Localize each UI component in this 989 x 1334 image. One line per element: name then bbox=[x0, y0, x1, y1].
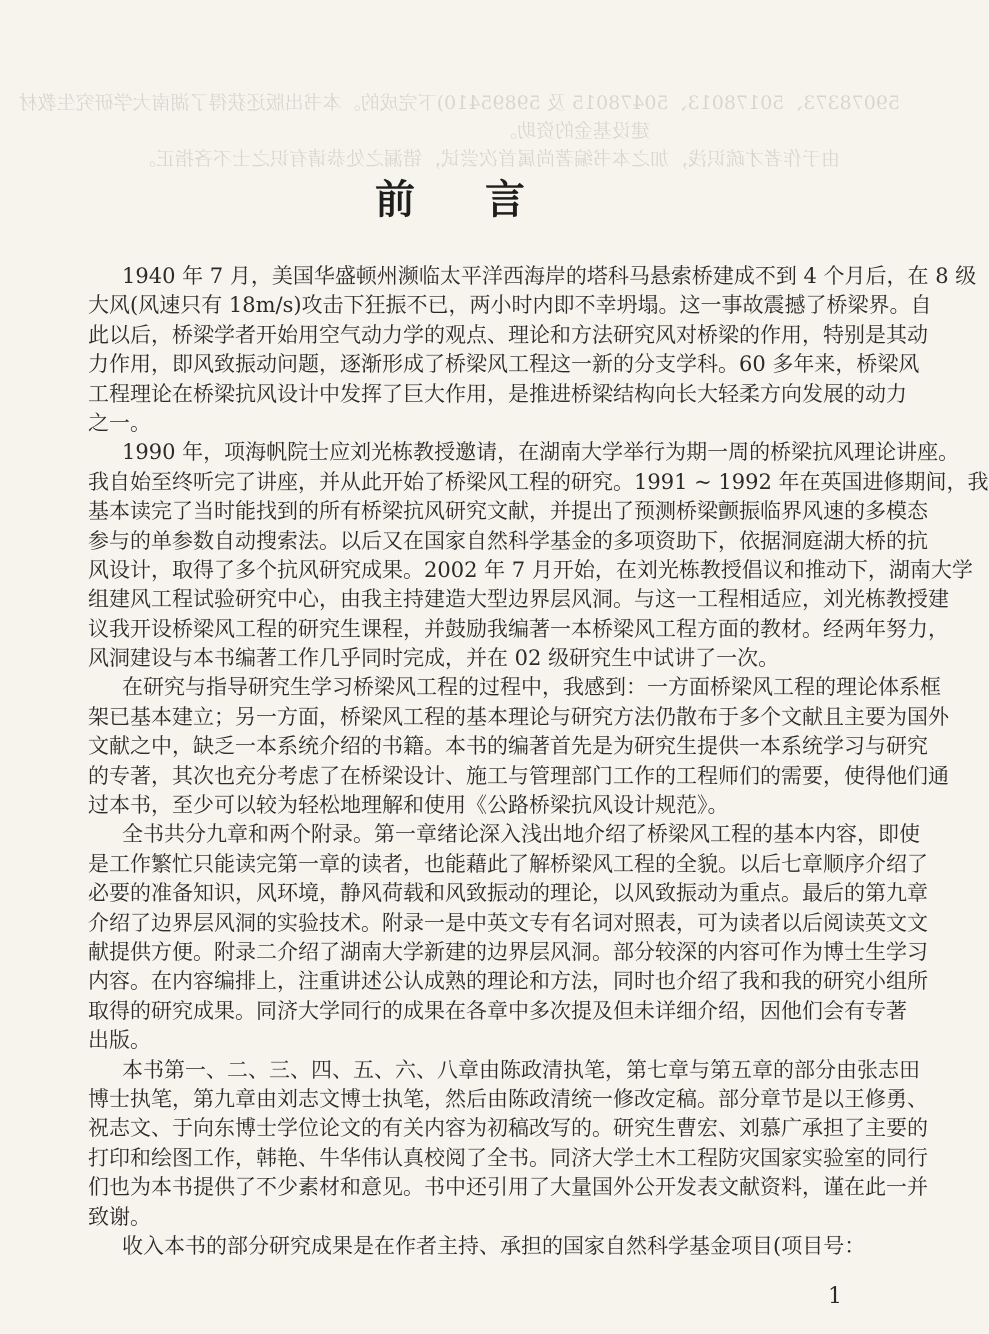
text-line: 全书共分九章和两个附录。第一章绪论深入浅出地介绍了桥梁风工程的基本内容，即使 bbox=[122, 822, 920, 847]
text-line: 架已基本建立；另一方面，桥梁风工程的基本理论与研究方法仍散布于多个文献且主要为国外 bbox=[88, 704, 949, 729]
text-line: 基本读完了当时能找到的所有桥梁抗风研究文献，并提出了预测桥梁颤振临界风速的多模态 bbox=[88, 499, 928, 524]
paragraph bbox=[88, 673, 949, 820]
text-line: 致谢。 bbox=[88, 1204, 151, 1229]
text-line: 大风(风速只有 18m/s)攻击下狂振不已，两小时内即不幸坍塌。这一事故震撼了桥梁界。自 bbox=[88, 293, 932, 318]
text-line: 1990 年，项海帆院士应刘光栋教授邀请，在湖南大学举行为期一周的桥梁抗风理论讲座。 bbox=[122, 440, 960, 465]
bleed-through-text: 59078373、50178013、50478015 及 59895410)下完成的。本书出版还获得了湖南大学研究生教材 bbox=[18, 92, 900, 114]
paragraph bbox=[88, 262, 977, 438]
text-line: 力作用，即风致振动问题，逐渐形成了桥梁风工程这一新的分支学科。60 多年来，桥梁风 bbox=[88, 352, 920, 377]
text-line: 此以后，桥梁学者开始用空气动力学的观点、理论和方法研究风对桥梁的作用，特别是其动 bbox=[88, 322, 928, 347]
paragraph bbox=[88, 1056, 928, 1232]
text-line: 组建风工程试验研究中心，由我主持建造大型边界层风洞。与这一工程相适应，刘光栋教授建 bbox=[88, 587, 949, 612]
text-line: 的专著，其次也充分考虑了在桥梁设计、施工与管理部门工作的工程师们的需要，使得他们通 bbox=[88, 763, 949, 788]
text-line: 文献之中，缺乏一本系统介绍的书籍。本书的编著首先是为研究生提供一本系统学习与研究 bbox=[88, 734, 928, 759]
text-line: 风设计，取得了多个抗风研究成果。2002 年 7 月开始，在刘光栋教授倡议和推动下，湖南大学 bbox=[88, 557, 973, 582]
text-line: 工程理论在桥梁抗风设计中发挥了巨大作用，是推进桥梁结构向长大轻柔方向发展的动力 bbox=[88, 381, 907, 406]
text-line: 收入本书的部分研究成果是在作者主持、承担的国家自然科学基金项目(项目号： bbox=[122, 1233, 866, 1258]
text-line: 祝志文、于向东博士学位论文的有关内容为初稿改写的。研究生曹宏、刘慕广承担了主要的 bbox=[88, 1116, 928, 1141]
paragraph bbox=[88, 438, 989, 673]
text-line: 取得的研究成果。同济大学同行的成果在各章中多次提及但未详细介绍，因他们会有专著 bbox=[88, 998, 907, 1023]
text-line: 必要的准备知识，风环境，静风荷载和风致振动的理论，以风致振动为重点。最后的第九章 bbox=[88, 881, 928, 906]
text-line: 议我开设桥梁风工程的研究生课程，并鼓励我编著一本桥梁风工程方面的教材。经两年努力， bbox=[88, 616, 949, 641]
page-title: 前言 bbox=[375, 176, 595, 223]
text-line: 是工作繁忙只能读完第一章的读者，也能藉此了解桥梁风工程的全貌。以后七章顺序介绍了 bbox=[88, 851, 928, 876]
text-line: 出版。 bbox=[88, 1028, 151, 1053]
text-line: 介绍了边界层风洞的实验技术。附录一是中英文专有名词对照表，可为读者以后阅读英文文 bbox=[88, 910, 928, 935]
text-line: 博士执笔，第九章由刘志文博士执笔，然后由陈政清统一修改定稿。部分章节是以王修勇、 bbox=[88, 1086, 928, 1111]
bleed-through-text: 由于作者才疏识浅，加之本书编著尚属首次尝试，错漏之处恭请有识之士不吝指正。 bbox=[136, 148, 840, 170]
text-line: 之一。 bbox=[88, 410, 151, 435]
page-number: 1 bbox=[828, 1284, 842, 1309]
text-line: 在研究与指导研究生学习桥梁风工程的过程中，我感到：一方面桥梁风工程的理论体系框 bbox=[122, 675, 941, 700]
text-line: 本书第一、二、三、四、五、六、八章由陈政清执笔，第七章与第五章的部分由张志田 bbox=[122, 1057, 920, 1082]
paragraph bbox=[88, 1232, 866, 1261]
text-line: 参与的单参数自动搜索法。以后又在国家自然科学基金的多项资助下，依据洞庭湖大桥的抗 bbox=[88, 528, 928, 553]
text-line: 内容。在内容编排上，注重讲述公认成熟的理论和方法，同时也介绍了我和我的研究小组所 bbox=[88, 969, 928, 994]
text-line: 1940 年 7 月，美国华盛顿州濒临太平洋西海岸的塔科马悬索桥建成不到 4 个月后，在 8 级 bbox=[122, 264, 977, 288]
preface-body bbox=[88, 262, 989, 1261]
text-line: 献提供方便。附录二介绍了湖南大学新建的边界层风洞。部分较深的内容可作为博士生学习 bbox=[88, 939, 928, 964]
text-line: 风洞建设与本书编著工作几乎同时完成，并在 02 级研究生中试讲了一次。 bbox=[88, 646, 780, 671]
bleed-through-text: 建设基金的资助。 bbox=[497, 120, 650, 142]
text-line: 打印和绘图工作，韩艳、牛华伟认真校阅了全书。同济大学土木工程防灾国家实验室的同行 bbox=[88, 1145, 928, 1170]
text-line: 过本书，至少可以较为轻松地理解和使用《公路桥梁抗风设计规范》。 bbox=[88, 793, 729, 818]
text-line: 们也为本书提供了不少素材和意见。书中还引用了大量国外公开发表文献资料，谨在此一并 bbox=[88, 1175, 928, 1200]
text-line: 我自始至终听完了讲座，并从此开始了桥梁风工程的研究。1991 ~ 1992 年在英国进修期间，我 bbox=[88, 469, 989, 494]
paragraph bbox=[88, 820, 928, 1055]
